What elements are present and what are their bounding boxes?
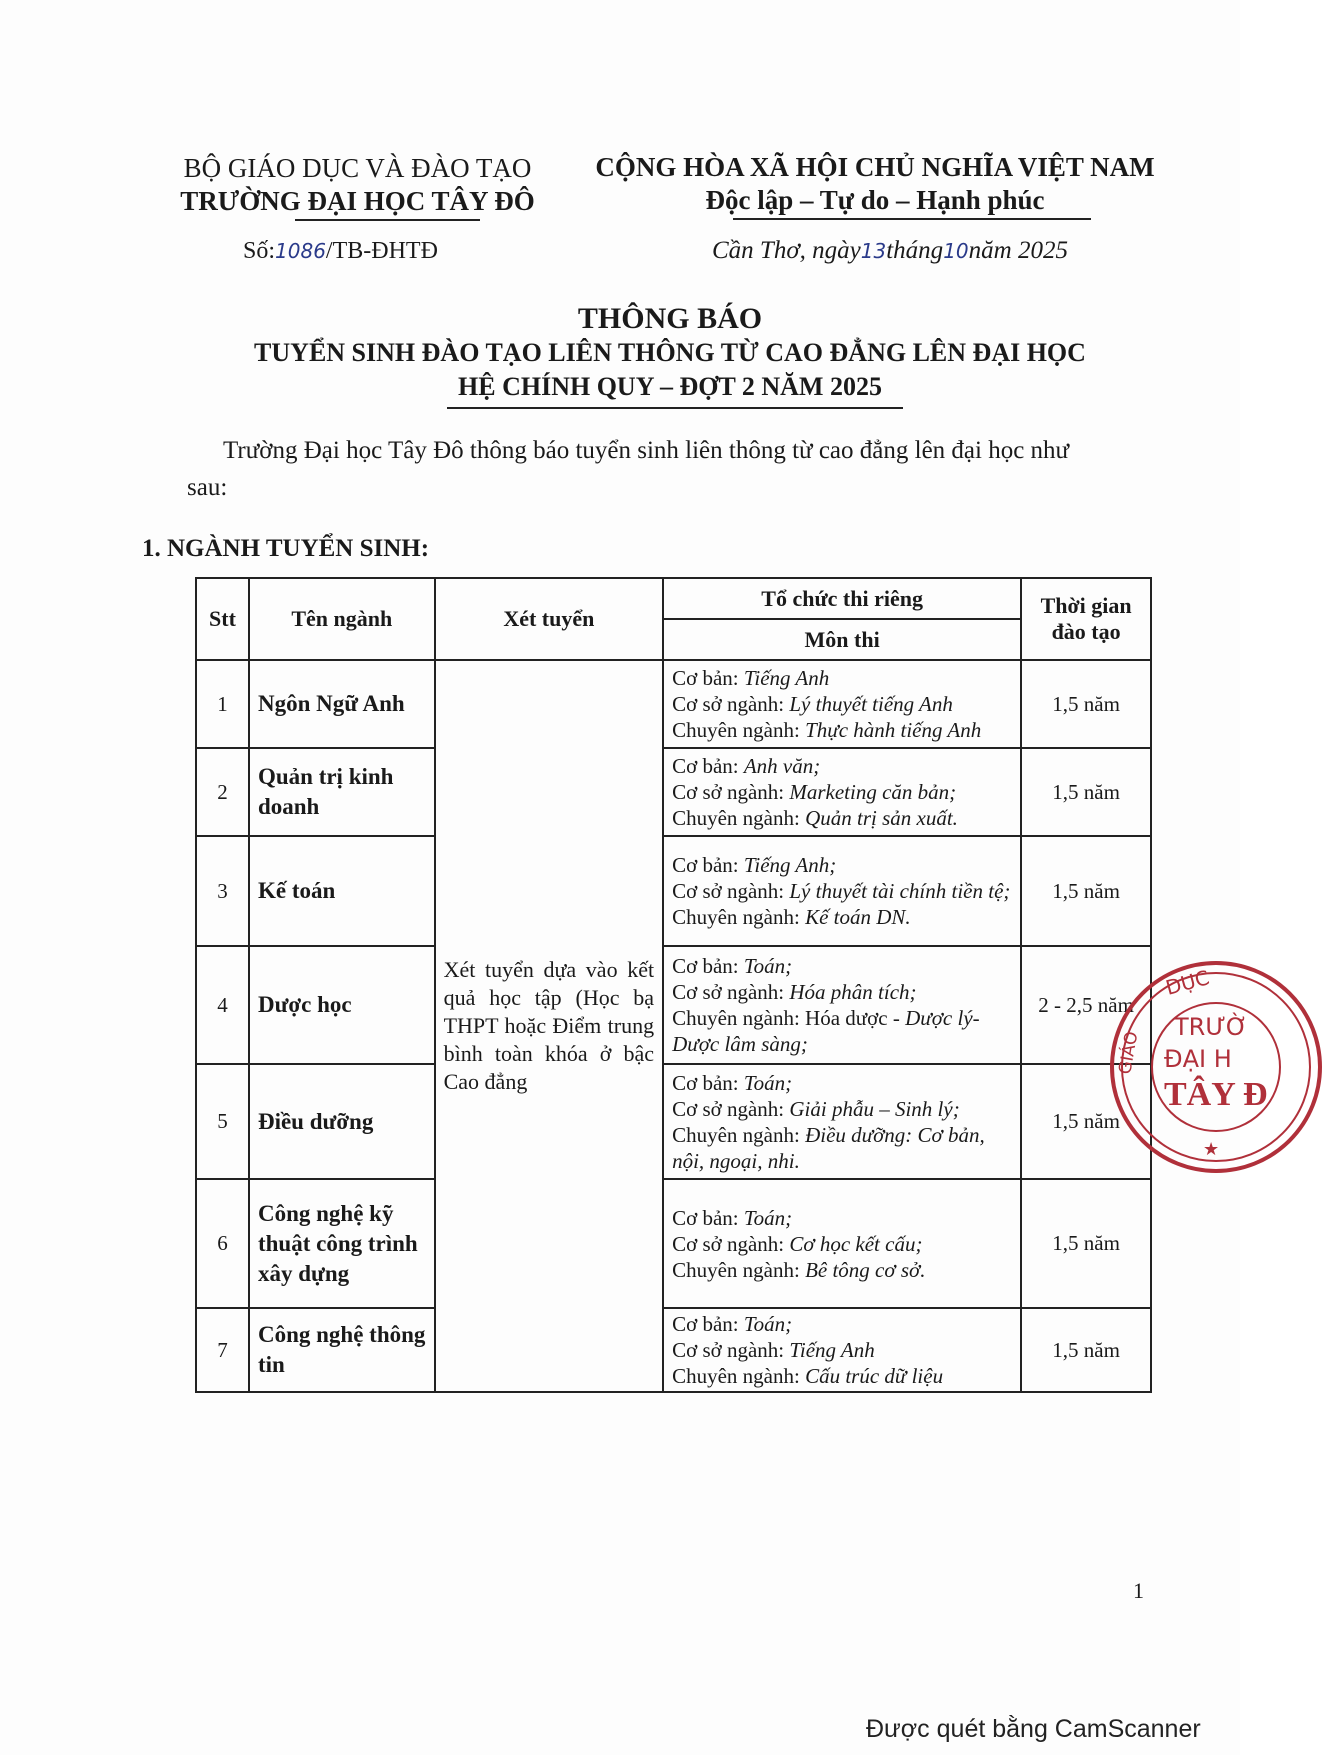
- svg-text:GIÁO: GIÁO: [1115, 1030, 1143, 1076]
- date-place: Cần Thơ, ngày: [712, 237, 861, 264]
- exam-subject-line: [672, 904, 1012, 930]
- row-exam-subjects: [663, 660, 1021, 748]
- row-duration: 1,5 năm: [1021, 1308, 1151, 1392]
- date-year: năm 2025: [968, 237, 1068, 264]
- svg-text:DỤC: DỤC: [1163, 965, 1212, 1000]
- subject-value: Lý thuyết tiếng Anh: [789, 692, 953, 716]
- subject-label: Cơ sở ngành:: [672, 1096, 790, 1121]
- number-handwritten: 1086: [275, 239, 326, 263]
- subject-value: Toán;: [743, 1312, 793, 1336]
- header-exam-group: Tổ chức thi riêng: [663, 578, 1021, 619]
- month-label: tháng: [886, 237, 944, 264]
- subject-value: Toán;: [743, 1205, 793, 1230]
- row-stt: 5: [196, 1064, 249, 1179]
- row-exam-subjects: [663, 1064, 1021, 1179]
- divider: [295, 219, 480, 221]
- row-stt: 2: [196, 748, 249, 836]
- subject-label: Cơ bản:: [672, 1070, 744, 1095]
- subject-value: Cơ học kết cấu;: [789, 1231, 923, 1256]
- subject-label: Cơ sở ngành:: [672, 1338, 790, 1362]
- exam-subject-line: [672, 805, 1012, 831]
- row-exam-subjects: [663, 946, 1021, 1064]
- exam-subject-line: [672, 1311, 1012, 1337]
- exam-subject-line: [672, 1337, 1012, 1363]
- row-duration: 1,5 năm: [1021, 660, 1151, 748]
- subject-value: Điều dưỡng: Cơ bản, nội, ngoại, nhi.: [672, 1122, 985, 1173]
- svg-text:TRƯỜ: TRƯỜ: [1174, 1013, 1248, 1041]
- page-number: 1: [1133, 1578, 1144, 1603]
- intro-line-2: sau:: [187, 474, 228, 501]
- exam-subject-line: [672, 1363, 1012, 1389]
- row-stt: 6: [196, 1179, 249, 1308]
- subject-label: Cơ sở ngành:: [672, 879, 790, 903]
- table-row: [196, 946, 1151, 1064]
- subject-value: Anh văn;: [743, 754, 821, 778]
- exam-subject-line: [672, 1005, 1012, 1057]
- subject-value: Dược lý-Dược lâm sàng;: [672, 1006, 980, 1056]
- table-row: [196, 1179, 1151, 1308]
- subject-value: Hóa phân tích;: [789, 980, 917, 1004]
- subject-value: Cấu trúc dữ liệu: [805, 1364, 944, 1388]
- subject-label: Cơ bản:: [672, 666, 744, 690]
- subject-value: Giải phẫu – Sinh lý;: [789, 1096, 960, 1121]
- doc-subtitle: TUYỂN SINH ĐÀO TẠO LIÊN THÔNG TỪ CAO ĐẲNG LÊN ĐẠI HỌC: [254, 338, 1086, 367]
- document-number: [243, 238, 438, 265]
- row-major-name: Công nghệ thông tin: [249, 1308, 435, 1392]
- subject-value: Quản trị sản xuất.: [805, 806, 958, 830]
- subject-label: Cơ bản:: [672, 1312, 744, 1336]
- row-major-name: Điều dưỡng: [249, 1064, 435, 1179]
- row-major-name: Kế toán: [249, 836, 435, 946]
- row-major-name: Dược học: [249, 946, 435, 1064]
- row-major-name: Ngôn Ngữ Anh: [249, 660, 435, 748]
- subject-value: Toán;: [743, 1070, 793, 1095]
- row-duration: 1,5 năm: [1021, 748, 1151, 836]
- exam-subject-line: [672, 1122, 1012, 1174]
- exam-subject-line: [672, 852, 1012, 878]
- exam-subject-line: [672, 1257, 1012, 1283]
- subject-value: Kế toán DN.: [805, 905, 911, 929]
- subject-value: Tiếng Anh;: [743, 853, 837, 877]
- subject-label: Chuyên ngành:: [672, 1257, 806, 1282]
- subject-value: Tiếng Anh: [789, 1338, 875, 1362]
- motto: Độc lập – Tự do – Hạnh phúc: [705, 185, 1045, 215]
- row-duration: 2 - 2,5 năm: [1021, 946, 1151, 1064]
- subject-label: Cơ bản:: [672, 853, 744, 877]
- subject-label: Chuyên ngành: Hóa dược -: [672, 1006, 906, 1030]
- number-suffix: /TB-ĐHTĐ: [325, 238, 438, 264]
- school-name: TRƯỜNG ĐẠI HỌC TÂY ĐÔ: [180, 186, 535, 216]
- header-name: Tên ngành: [249, 578, 435, 660]
- table-row: [196, 836, 1151, 946]
- table-row: [196, 660, 1151, 748]
- intro-line-1: Trường Đại học Tây Đô thông báo tuyển sinh liên thông từ cao đẳng lên đại học như: [223, 437, 1070, 464]
- subject-label: Chuyên ngành:: [672, 806, 806, 830]
- subject-label: Cơ sở ngành:: [672, 780, 790, 804]
- date-day: 13: [860, 239, 887, 263]
- exam-subject-line: [672, 753, 1012, 779]
- table-row: [196, 1064, 1151, 1179]
- subject-label: Chuyên ngành:: [672, 1364, 806, 1388]
- country-name: CỘNG HÒA XÃ HỘI CHỦ NGHĨA VIỆT NAM: [595, 152, 1155, 182]
- subject-label: Cơ bản:: [672, 754, 744, 778]
- exam-subject-line: [672, 953, 1012, 979]
- subject-value: Lý thuyết tài chính tiền tệ;: [789, 879, 1011, 903]
- exam-subject-line: [672, 979, 1012, 1005]
- subject-label: Chuyên ngành:: [672, 1122, 806, 1147]
- date-month: 10: [943, 239, 969, 263]
- subject-value: Marketing căn bản;: [789, 780, 957, 804]
- subject-label: Chuyên ngành:: [672, 718, 806, 742]
- subject-value: Bê tông cơ sở.: [805, 1257, 926, 1282]
- date-line: [712, 237, 1068, 265]
- camscanner-watermark: Được quét bằng CamScanner: [866, 1715, 1201, 1743]
- number-label: Số:: [243, 238, 276, 264]
- row-major-name: Quản trị kinh doanh: [249, 748, 435, 836]
- exam-subject-line: [672, 665, 1012, 691]
- ministry-name: BỘ GIÁO DỤC VÀ ĐÀO TẠO: [183, 153, 532, 183]
- subject-value: Thực hành tiếng Anh: [805, 718, 982, 742]
- row-exam-subjects: [663, 1308, 1021, 1392]
- row-duration: 1,5 năm: [1021, 836, 1151, 946]
- exam-subject-line: [672, 779, 1012, 805]
- row-exam-subjects: [663, 748, 1021, 836]
- exam-subject-line: [672, 878, 1012, 904]
- row-major-name: Công nghệ kỹ thuật công trình xây dựng: [249, 1179, 435, 1308]
- subject-label: Cơ bản:: [672, 1205, 744, 1230]
- exam-subject-line: [672, 1205, 1012, 1231]
- svg-text:★: ★: [1203, 1139, 1220, 1159]
- exam-subject-line: [672, 717, 1012, 743]
- svg-text:TÂY Đ: TÂY Đ: [1164, 1076, 1268, 1113]
- subject-label: Chuyên ngành:: [672, 905, 806, 929]
- subject-label: Cơ sở ngành:: [672, 692, 790, 716]
- divider: [447, 407, 903, 409]
- divider: [733, 218, 1091, 220]
- row-duration: 1,5 năm: [1021, 1179, 1151, 1308]
- exam-subject-line: [672, 1096, 1012, 1122]
- header-time: Thời gian đào tạo: [1021, 578, 1151, 660]
- row-duration: 1,5 năm: [1021, 1064, 1151, 1179]
- exam-subject-line: [672, 691, 1012, 717]
- table-row: [196, 1308, 1151, 1392]
- row-stt: 7: [196, 1308, 249, 1392]
- header-mon: Môn thi: [663, 619, 1021, 660]
- majors-table: [195, 577, 1152, 1393]
- row-exam-subjects: [663, 1179, 1021, 1308]
- header-stt: Stt: [196, 578, 249, 660]
- table-row: [196, 748, 1151, 836]
- exam-subject-line: [672, 1070, 1012, 1096]
- exam-subject-line: [672, 1231, 1012, 1257]
- svg-text:ĐẠI H: ĐẠI H: [1164, 1045, 1232, 1073]
- subject-label: Cơ bản:: [672, 954, 744, 978]
- school-stamp: [1108, 955, 1268, 1180]
- row-stt: 3: [196, 836, 249, 946]
- row-stt: 1: [196, 660, 249, 748]
- admission-method: Xét tuyển dựa vào kết quả học tập (Học bạ THPT hoặc Điểm trung bình toàn khóa ở bậc Cao đẳng: [435, 660, 663, 1392]
- subject-value: Tiếng Anh: [743, 666, 830, 690]
- row-stt: 4: [196, 946, 249, 1064]
- row-exam-subjects: [663, 836, 1021, 946]
- section-heading: 1. NGÀNH TUYỂN SINH:: [142, 535, 430, 562]
- subject-label: Cơ sở ngành:: [672, 980, 790, 1004]
- doc-subtitle-2: HỆ CHÍNH QUY – ĐỢT 2 NĂM 2025: [458, 372, 882, 401]
- subject-label: Cơ sở ngành:: [672, 1231, 790, 1256]
- header-xet: Xét tuyển: [435, 578, 663, 660]
- subject-value: Toán;: [743, 954, 793, 978]
- doc-title: THÔNG BÁO: [577, 302, 763, 335]
